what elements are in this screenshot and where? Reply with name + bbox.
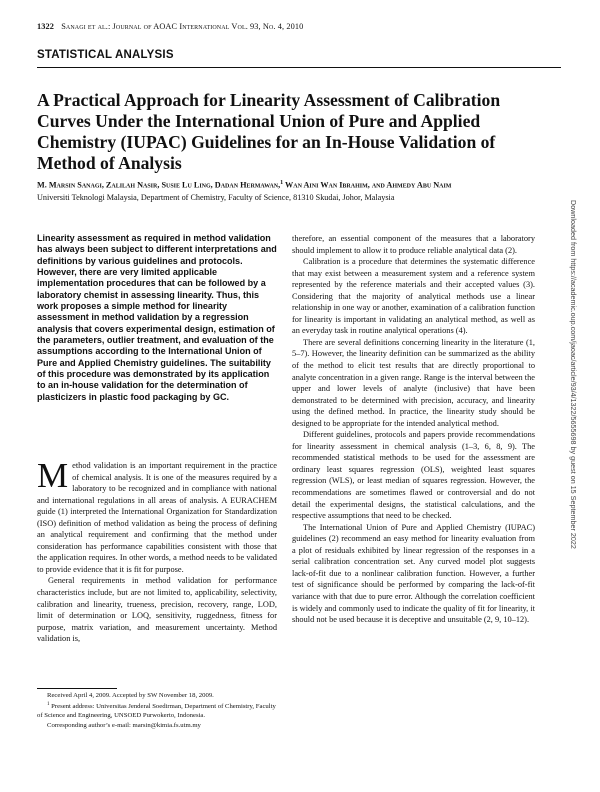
paragraph-text: ethod validation is an important requirement in the practice of chemical analysis. It is one of the measures required by a laboratory to be recognized and in compliance with national and international regulations in all areas of analysis. A EURACHEM guide (1) interpreted the International Organization for Standardization (ISO) definition of method validation as being the process of defining an analytical requirement and confirming that the method under consideration has performance capabilities consistent with those that the application requires. In other words, a method needs to be validated to provide evidence that it is fit for purpose.: [37, 461, 277, 574]
body-column-left: [37, 456, 277, 645]
drop-cap: M: [37, 456, 69, 495]
authors-part-1: M. Marsin Sanagi, Zalilah Nasir, Susie Lu Ling, Dadan Hermawan,: [37, 180, 281, 190]
body-paragraph: General requirements in method validation for performance characteristics include, but are not limited to, applicability, selectivity, calibration and linearity, trueness, precision, recovery, range, LOD, limit of determination or LOQ, sensitivity, ruggedness, fitness for purpose, matrix variation, and measurement uncertainty. Method validation is,: [37, 576, 277, 644]
section-divider: [37, 67, 561, 68]
download-watermark: Downloaded from https://academic.oup.com/jaoac/article/93/4/1322/5655698 by guest on 15 September 2022: [569, 200, 578, 549]
body-paragraph: therefore, an essential component of the measures that a laboratory should implement to allow it to produce reliable analytical data (2).: [292, 234, 535, 255]
author-list: [37, 180, 567, 190]
abstract: Linearity assessment as required in method validation has always been subject to different interpretations and definitions by various guidelines and protocols. However, there are very limited applicable implementation procedures that can be followed by a laboratory chemist in assessing linearity. Thus, this work proposes a simple method for linearity assessment in method validation by a regression analysis that covers experimental design, estimation of the parameters, outlier treatment, and evaluation of the assumptions according to the International Union of Pure and Applied Chemistry guidelines. The suitability of this procedure was demonstrated by its application to an in-house validation for the determination of plasticizers in plastic food packaging by GC.: [37, 233, 277, 402]
author-footnote-marker: 1: [280, 180, 284, 186]
journal-citation: Sanagi et al.: Journal of AOAC International Vol. 93, No. 4, 2010: [61, 22, 304, 31]
received-note: Received April 4, 2009. Accepted by SW November 18, 2009.: [47, 692, 214, 699]
intro-paragraph: [37, 456, 277, 575]
footnote-divider: [37, 688, 117, 689]
corresponding-author-note: Corresponding author’s e-mail: marsin@kimia.fs.utm.my: [47, 721, 201, 729]
running-head: [37, 22, 303, 31]
footnote-marker: 1: [47, 702, 50, 708]
body-paragraph: Calibration is a procedure that determines the systematic difference that may exist between a measurement system and a reference system represented by the reference materials and their accepted values (3). Considering that the majority of analytical methods use a linear relationship in one way or another, examination of a calibration function for linearity is important in validating an analytical method, as well as an everyday task in routine analytical operations (4).: [292, 257, 535, 336]
present-address-note: [37, 700, 282, 720]
authors-part-2: Wan Aini Wan Ibrahim, and Ahmedy Abu Naim: [283, 180, 452, 190]
page-number: 1322: [37, 22, 54, 31]
author-affiliation: Universiti Teknologi Malaysia, Department of Chemistry, Faculty of Science, 81310 Skudai, Johor, Malaysia: [37, 193, 395, 202]
article-title: A Practical Approach for Linearity Assessment of Calibration Curves Under the International Union of Pure and Applied Chemistry (IUPAC) Guidelines for an In-House Validation of Method of Analysis: [37, 90, 501, 173]
body-paragraph: There are several definitions concerning linearity in the literature (1, 5–7). However, the linearity definition can be summarized as the ability of the method to elicit test results that are directly proportional to analyte concentration in a given range. Range is the interval between the upper and lower levels of analyte (inclusive) that have been demonstrated to be determined with precision, accuracy, and linearity using the defined method. In practice, the linearity study should be designed to be appropriate for the intended analytical method.: [292, 337, 535, 428]
section-label: STATISTICAL ANALYSIS: [37, 49, 174, 61]
body-paragraph: The International Union of Pure and Applied Chemistry (IUPAC) guidelines (2) recommend an easy method for linearity evaluation from a plot of residuals exhibited by linear regression of the responses in a serial calibration concentration set. Any curved model plot suggests lack-of-fit due to a nonlinear calibration function. However, a further test of significance should be performed by comparing the lack-of-fit variance with that due to pure error. Although the correlation coefficient is widely and commonly used to indicate the quality of fit for linearity, it should not be used because it is deceptive and unsuitable (2, 9, 10–12).: [292, 522, 535, 625]
present-address-text: Present address: Universitas Jenderal Soedirman, Department of Chemistry, Faculty of Science and Engineering, UNSOED Purwokerto, Indonesia.: [37, 703, 276, 720]
body-column-right: [292, 233, 535, 626]
body-paragraph: Different guidelines, protocols and papers provide recommendations for linearity assessment in chemical analysis (1–3, 6, 8, 9). The recommended statistical methods to be used for the assessment are ordinary least squares regression (OLS), weighted least squares regression (WLS), or least median of squares regression. However, the recommendations are sometimes flawed or controversial and do not detail the experimental designs, the statistical calculations, and the respective assumptions that need to be checked.: [292, 430, 535, 521]
footnotes: [37, 691, 282, 730]
